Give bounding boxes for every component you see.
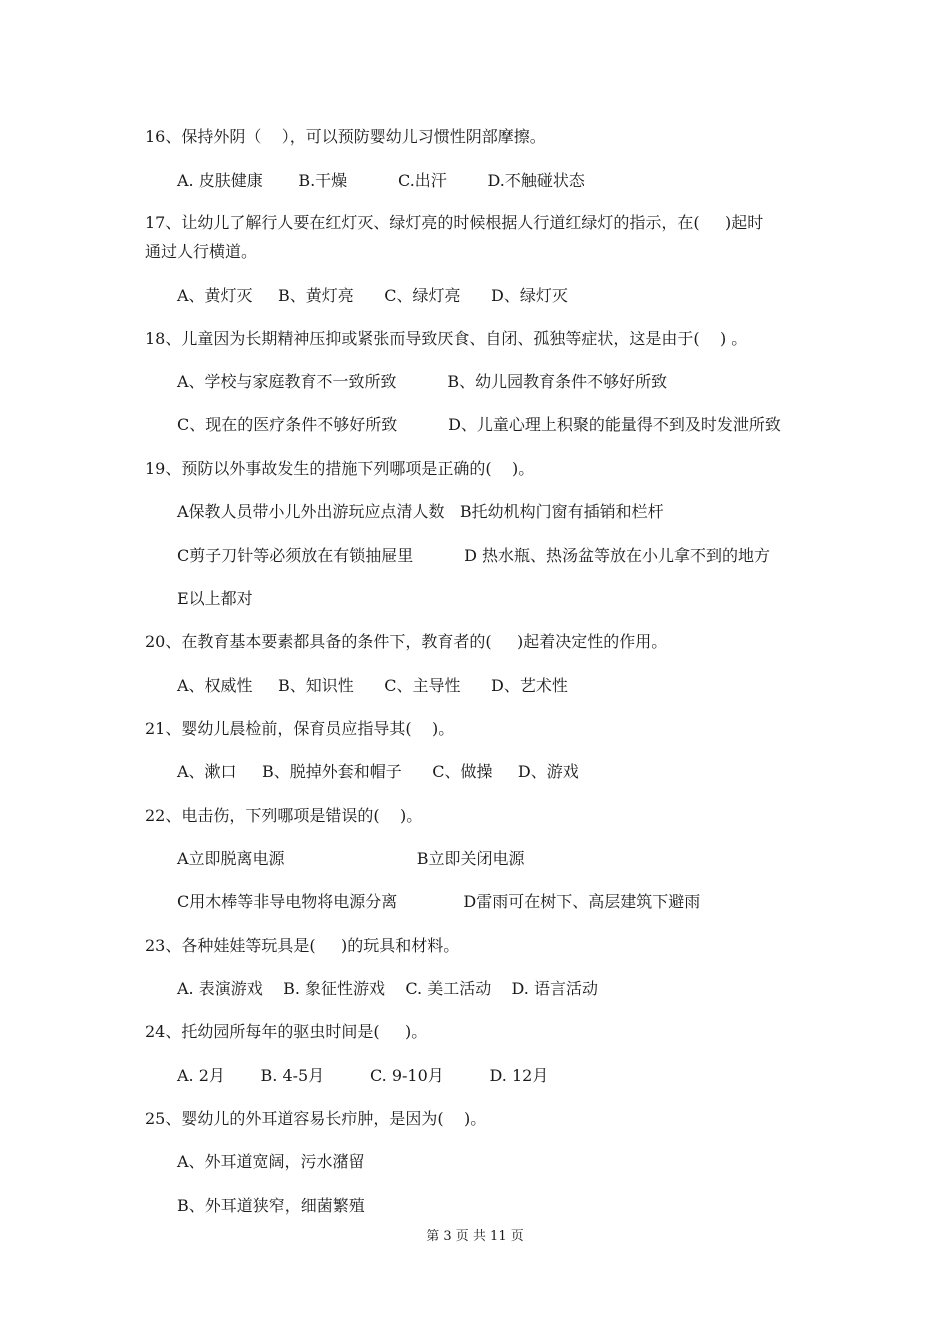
question-text: 24、托幼园所每年的驱虫时间是( )。 <box>145 1022 428 1041</box>
question-text: 通过人行横道。 <box>145 242 258 261</box>
question-text: 21、婴幼儿晨检前，保育员应指导其( )。 <box>145 719 455 738</box>
question-options: E以上都对 <box>177 589 253 608</box>
question-options: A. 皮肤健康 B.干燥 C.出汗 D.不触碰状态 <box>177 171 585 190</box>
question-options: A保教人员带小儿外出游玩应点清人数 B托幼机构门窗有插销和栏杆 <box>177 502 664 521</box>
question-text: 18、儿童因为长期精神压抑或紧张而导致厌食、自闭、孤独等症状，这是由于( ) 。 <box>145 329 748 348</box>
question-text: 25、婴幼儿的外耳道容易长疖肿，是因为( )。 <box>145 1109 487 1128</box>
question-options: A. 表演游戏 B. 象征性游戏 C. 美工活动 D. 语言活动 <box>177 979 598 998</box>
question-options: A、权威性 B、知识性 C、主导性 D、艺术性 <box>177 676 568 695</box>
question-text: 23、各种娃娃等玩具是( )的玩具和材料。 <box>145 936 460 955</box>
question-text: 16、保持外阴（ ），可以预防婴幼儿习惯性阴部摩擦。 <box>145 127 546 146</box>
question-text: 17、让幼儿了解行人要在红灯灭、绿灯亮的时候根据人行道红绿灯的指示，在( )起时 <box>145 213 764 232</box>
page-footer: 第 3 页 共 11 页 <box>426 1229 524 1244</box>
question-options: A立即脱离电源 B立即关闭电源 <box>177 849 525 868</box>
question-options: A、学校与家庭教育不一致所致 B、幼儿园教育条件不够好所致 <box>177 372 668 391</box>
question-text: 20、在教育基本要素都具备的条件下，教育者的( )起着决定性的作用。 <box>145 632 668 651</box>
question-options: A. 2月 B. 4-5月 C. 9-10月 D. 12月 <box>177 1066 549 1085</box>
question-options: A、漱口 B、脱掉外套和帽子 C、做操 D、游戏 <box>177 762 579 781</box>
question-text: 22、电击伤，下列哪项是错误的( )。 <box>145 806 423 825</box>
question-options: A、黄灯灭 B、黄灯亮 C、绿灯亮 D、绿灯灭 <box>177 286 568 305</box>
question-options: C剪子刀针等必须放在有锁抽屉里 D 热水瓶、热汤盆等放在小儿拿不到的地方 <box>177 546 771 565</box>
question-options: C、现在的医疗条件不够好所致 D、儿童心理上积聚的能量得不到及时发泄所致 <box>177 415 781 434</box>
question-options: A、外耳道宽阔，污水潴留 <box>177 1152 365 1171</box>
question-options: C用木棒等非导电物将电源分离 D雷雨可在树下、高层建筑下避雨 <box>177 892 701 911</box>
question-options: B、外耳道狭窄，细菌繁殖 <box>177 1196 365 1215</box>
question-text: 19、预防以外事故发生的措施下列哪项是正确的( )。 <box>145 459 535 478</box>
